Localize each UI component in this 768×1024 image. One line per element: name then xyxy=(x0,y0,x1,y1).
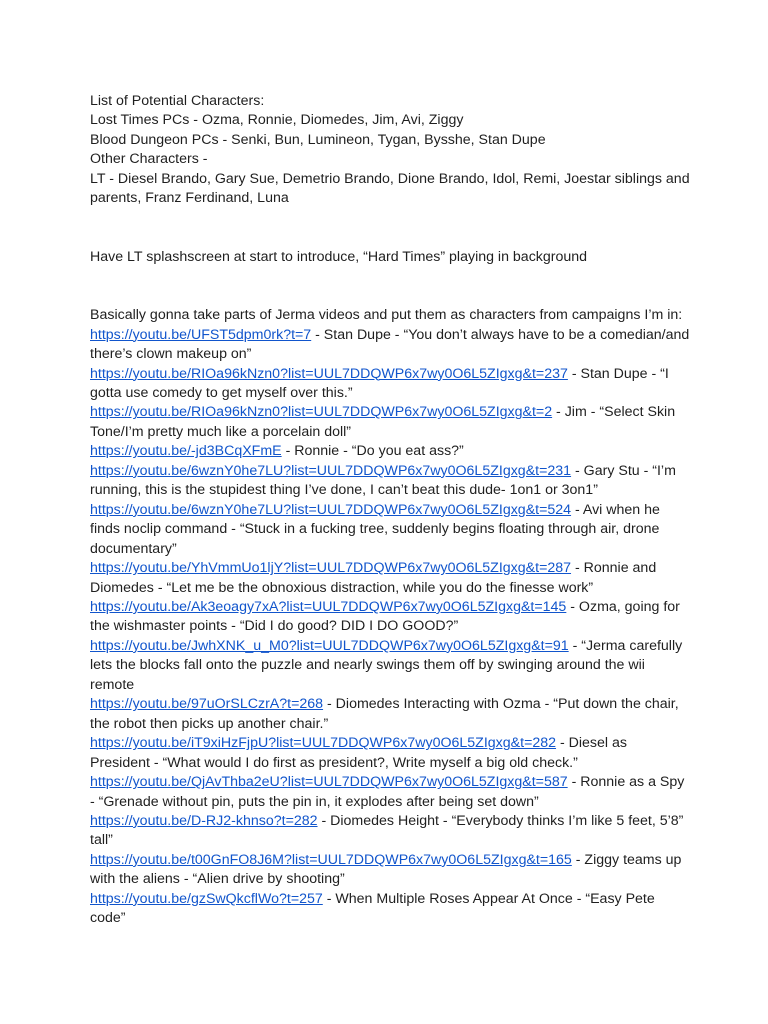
list-item xyxy=(90,851,690,890)
video-link[interactable]: https://youtu.be/iT9xiHzFjpU?list=UUL7DDQWP6x7wy0O6L5ZIgxg&t=282 xyxy=(90,735,557,752)
video-link[interactable]: https://youtu.be/6wznY0he7LU?list=UUL7DDQWP6x7wy0O6L5ZIgxg&t=524 xyxy=(90,501,572,518)
entry-description: - Diomedes Height - “Everybody thinks I’m like 5 feet, 5’8” tall” xyxy=(90,812,684,849)
entry-list xyxy=(90,326,690,929)
blank-space xyxy=(90,209,690,248)
video-link[interactable]: https://youtu.be/t00GnFO8J6M?list=UUL7DDQWP6x7wy0O6L5ZIgxg&t=165 xyxy=(90,851,572,868)
list-item xyxy=(90,462,690,501)
video-link[interactable]: https://youtu.be/D-RJ2-khnso?t=282 xyxy=(90,812,318,829)
video-link[interactable]: https://youtu.be/YhVmmUo1ljY?list=UUL7DDQWP6x7wy0O6L5ZIgxg&t=287 xyxy=(90,560,572,577)
list-item xyxy=(90,501,690,559)
entry-description: - Ronnie and Diomedes - “Let me be the obnoxious distraction, while you do the finesse work” xyxy=(90,560,657,596)
video-link[interactable]: https://youtu.be/Ak3eoagy7xA?list=UUL7DDQWP6x7wy0O6L5ZIgxg&t=145 xyxy=(90,598,567,615)
entry-description: - “Jerma carefully lets the blocks fall onto the puzzle and nearly swings them off by swinging around the wii remote xyxy=(90,637,683,693)
list-item xyxy=(90,365,690,404)
video-link[interactable]: https://youtu.be/QjAvThba2eU?list=UUL7DDQWP6x7wy0O6L5ZIgxg&t=587 xyxy=(90,774,568,791)
list-item xyxy=(90,403,690,442)
video-link[interactable]: https://youtu.be/97uOrSLCzrA?t=268 xyxy=(90,696,324,713)
list-item xyxy=(90,442,690,461)
entry-description: - Ronnie - “Do you eat ass?” xyxy=(281,443,464,460)
video-link[interactable]: https://youtu.be/gzSwQkcflWo?t=257 xyxy=(90,890,323,907)
list-item xyxy=(90,326,690,365)
video-link[interactable]: https://youtu.be/JwhXNK_u_M0?list=UUL7DDQWP6x7wy0O6L5ZIgxg&t=91 xyxy=(90,637,569,654)
video-link[interactable]: https://youtu.be/RIOa96kNzn0?list=UUL7DDQWP6x7wy0O6L5ZIgxg&t=2 xyxy=(90,404,553,421)
entry-description: - Stan Dupe - “You don’t always have to be a comedian/and there’s clown makeup on” xyxy=(90,326,690,363)
document-page xyxy=(90,92,690,929)
entry-description: - Ronnie as a Spy - “Grenade without pin, puts the pin in, it explodes after being set down” xyxy=(90,774,685,810)
heading: List of Potential Characters: xyxy=(90,93,265,109)
list-item xyxy=(90,812,690,851)
list-item xyxy=(90,890,690,929)
character-line: Blood Dungeon PCs - Senki, Bun, Lumineon, Tygan, Bysshe, Stan Dupe xyxy=(90,131,546,148)
entry-description: - Ziggy teams up with the aliens - “Alien drive by shooting” xyxy=(90,851,682,888)
entry-description: - Diomedes Interacting with Ozma - “Put down the chair, the robot then picks up another chair.” xyxy=(90,696,679,732)
list-item xyxy=(90,734,690,773)
video-link[interactable]: https://youtu.be/6wznY0he7LU?list=UUL7DDQWP6x7wy0O6L5ZIgxg&t=231 xyxy=(90,462,572,479)
list-item xyxy=(90,695,690,734)
splash-note: Have LT splashscreen at start to introduce, “Hard Times” playing in background xyxy=(90,248,588,265)
entry-description: - Gary Stu - “I’m running, this is the stupidest thing I’ve done, I can’t beat this dude- 1on1 or 3on1” xyxy=(90,462,676,499)
list-item xyxy=(90,598,690,637)
blank-space xyxy=(90,267,690,306)
video-link[interactable]: https://youtu.be/UFST5dpm0rk?t=7 xyxy=(90,326,312,343)
video-link[interactable]: https://youtu.be/-jd3BCqXFmE xyxy=(90,443,282,460)
list-item xyxy=(90,637,690,695)
entry-description: - Stan Dupe - “I gotta use comedy to get myself over this.” xyxy=(90,365,669,401)
entry-description: - Ozma, going for the wishmaster points - “Did I do good? DID I DO GOOD?” xyxy=(90,598,680,635)
entry-description: - Jim - “Select Skin Tone/I’m pretty much like a porcelain doll” xyxy=(90,404,676,440)
video-link[interactable]: https://youtu.be/RIOa96kNzn0?list=UUL7DDQWP6x7wy0O6L5ZIgxg&t=237 xyxy=(90,365,568,382)
list-item xyxy=(90,773,690,812)
list-item xyxy=(90,559,690,598)
character-line: Other Characters - xyxy=(90,151,208,168)
entry-description: - When Multiple Roses Appear At Once - “Easy Pete code” xyxy=(90,890,655,927)
character-line: LT - Diesel Brando, Gary Sue, Demetrio Brando, Dione Brando, Idol, Remi, Joestar siblings and parents, Franz Ferdinand, Luna xyxy=(90,170,690,207)
entry-description: - Diesel as President - “What would I do first as president?, Write myself a big old check.” xyxy=(90,735,627,771)
character-line: Lost Times PCs - Ozma, Ronnie, Diomedes, Jim, Avi, Ziggy xyxy=(90,112,464,129)
intro-text: Basically gonna take parts of Jerma videos and put them as characters from campaigns I’m in: xyxy=(90,307,683,324)
entry-description: - Avi when he finds noclip command - “Stuck in a fucking tree, suddenly begins floating through air, drone documentary” xyxy=(90,501,660,557)
